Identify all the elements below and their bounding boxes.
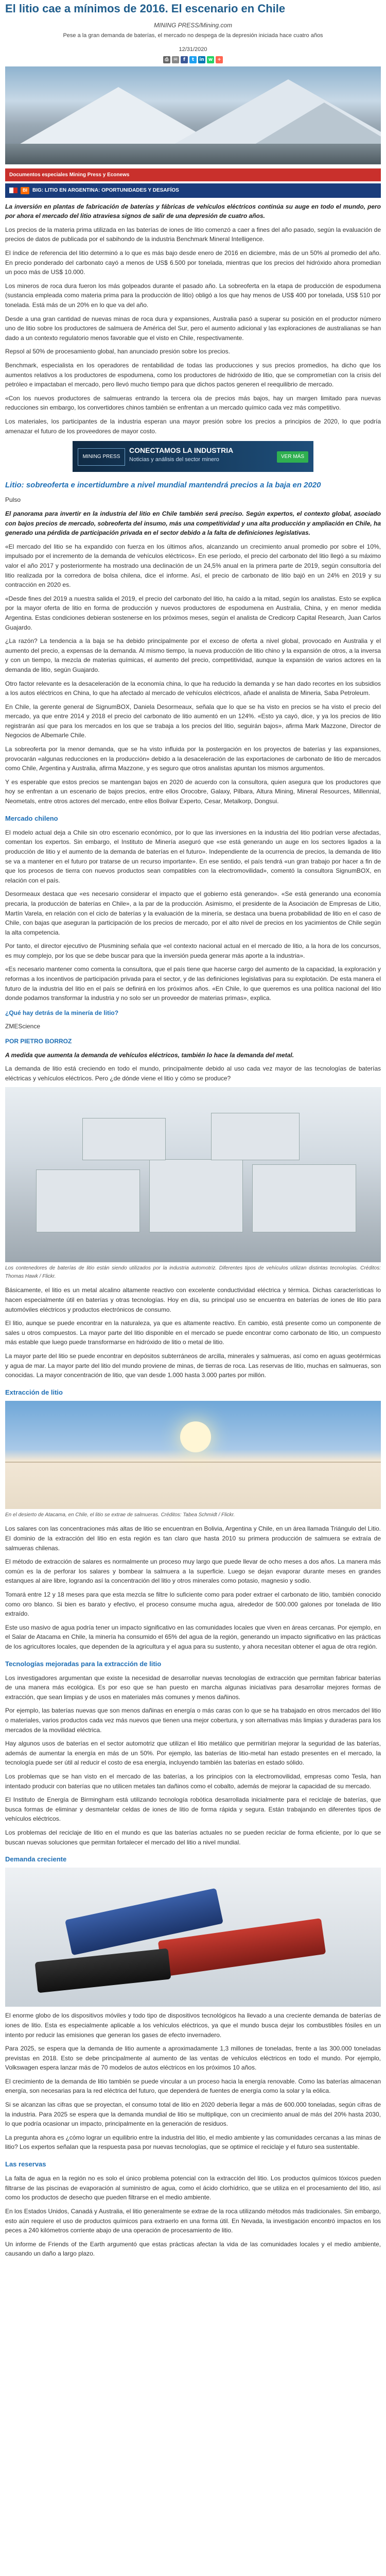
paragraph: Los problemas que se han visto en el mercado de las baterías, a los principios con la electromovilidad, empresas como Tesla, han intentado producir con baterías que no utilicen metales tan dañinos como el cobalto, además de mejorar la capacidad de su mercado. (5, 1773, 381, 1790)
subheading-oversupply: Litio: sobreoferta e incertidumbre a nivel mundial mantendrá precios a la baja en 2020 (5, 481, 321, 490)
article-container (0, 2, 386, 2259)
byline-pulso: Pulso (5, 496, 21, 504)
caption-containers: Los contenedores de baterías de litio están siendo utilizados por la industria automotriz. Diferentes tipos de vehículos utilizan distintas tecnologías. Créditos: Thomas Hawk / Flickr. (5, 1265, 381, 1279)
advertisement-banner[interactable] (73, 441, 313, 472)
byline-zmescience: ZMEScience (5, 1023, 41, 1030)
paragraph: Tomará entre 12 y 18 meses para que esta mezcla se filtre lo suficiente como para poder extraer el carbonato de litio, también conocido como oro blanco. Si bien es barato y efectivo, el proceso consume mucha agua, alrededor de 500.000 galones por tonelada de litio extraído. (5, 1590, 381, 1618)
paragraph: La sobreoferta por la menor demanda, que se ha visto influida por la postergación en los proyectos de baterías y las expansiones, provocarán «algunas reducciones en la producción» debido a la desaceleración de las exportaciones de carbonato de litio de mercados como Chile, Argentina y Australia, afirma Mazzone, y es seguro que otros analistas apuntan los mismos argumentos. (5, 745, 381, 772)
paragraph: El crecimiento de la demanda de litio también se puede vincular a un proceso hacia la energía renovable. Como las baterías almacenan energía, son necesarias para la red eléctrica del futuro, que dependerá de fuentes de energía como la solar y la eólica. (5, 2077, 381, 2095)
hero-image-mountains (5, 66, 381, 164)
paragraph: Un informe de Friends of the Earth argumentó que estas prácticas afectan la vida de las comunidades locales y el medio ambiente, causando un daño a largo plazo. (5, 2240, 381, 2258)
paragraph: Básicamente, el litio es un metal alcalino altamente reactivo con excelente conductividad eléctrica y térmica. Dichas características lo hacen especialmente útil en baterías y otras tecnologías. Hoy en día, su principal uso se encuentra en baterías de iones de litio para automóviles eléctricos y productos electrónicos de consumo. (5, 1286, 381, 1313)
section-banner-label: BIG: LITIO EN ARGENTINA: OPORTUNIDADES Y DESAFÍOS (32, 188, 179, 194)
paragraph: Los salares con las concentraciones más altas de litio se encuentran en Bolivia, Argentina y Chile, en un área llamada Triángulo del Litio. El dominio de la extracción del litio en esta región es tan claro que hasta 2010 su primera producción de salmuera se extraía de salmueras chilenas. (5, 1525, 381, 1552)
article-body-demand (5, 2011, 381, 2152)
whatsapp-icon[interactable]: w (207, 56, 214, 63)
article-tagline: Pese a la gran demanda de baterías, el mercado no despega de la depresión iniciada hace cuatro años (63, 32, 323, 39)
paragraph: Benchmark, especialista en los operadores de rentabilidad de todas las producciones y sus precios promedios, ha dicho que los aumentos relativos a los productores de espodumena, como los productores de hidróxido de litio, que se comprometían con la crisis del petróleo e impactaban el mercado, pero llevó mucho tiempo para que dichos pactos generen el reequilibrio de mercado. (5, 362, 381, 388)
paragraph: ¿La razón? La tendencia a la baja se ha debido principalmente por el exceso de oferta a nivel global, provocado en Australia y el aumento del precio, a expensas de la demanda. Al mismo tiempo, la nueva producción de litio chino y la expansión de otros, a la inversa y con un tiempo, la mezcla de materias químicas, el aumento del precio, competitividad, aunque la expansión de varios actores en la demanda de litio, según Guajardo. (5, 637, 381, 673)
paragraph: El modelo actual deja a Chile sin otro escenario económico, por lo que las inversiones en la industria del litio podrían verse afectadas, comentan los expertos. Sin embargo, el Instituto de Minería aseguró que «se está generando un auge en los sectores ligados a la producción de litio y el aumento de la demanda de baterías en el futuro». Independiente de la ocurrencia de precios, la demanda de litio se va a mantener en el futuro por tratarse de un recurso importante». En ese sentido, el país tendrá «un gran trabajo por hacer a fin de que los procesos de tierra con nuevos productos sean compatibles con la electromovilidad», comentó la consultora SignumBOX, en relación con el país. (5, 828, 381, 884)
lead-demand: A medida que aumenta la demanda de vehículos eléctricos, también lo hace la demanda del metal. (5, 1051, 294, 1059)
paragraph: En los Estados Unidos, Canadá y Australia, el litio generalmente se extrae de la roca utilizando métodos más tradicionales. Sin embargo, esto aún requiere el uso de productos químicos para extraerlo en una forma útil. En Nevada, la investigación encontró impactos en los peces a 240 kilómetros corriente abajo de una operación de procesamiento de litio. (5, 2207, 381, 2234)
special-docs-ribbon[interactable]: Documentos especiales Mining Press y Econews (5, 168, 381, 182)
paragraph: Y es esperable que estos precios se mantengan bajos en 2020 de acuerdo con la consultora, quien asegura que los productores que hoy se enfrentan a un escenario de bajos precios, entre ellos Orocobre, Galaxy, Pilbara, Altura Mining, Mineral Resources, Millennial, Neometals, entre otros actores del mercado, entre ellos Bolivar Experto, Cesar, Metalkorp, Dongsui. (5, 778, 381, 805)
paragraph: La falta de agua en la región no es solo el único problema potencial con la extracción del litio. Los productos químicos tóxicos pueden filtrarse de las piscinas de evaporación al suministro de agua, como el ácido clorhídrico, que se utiliza en el procesamiento del litio, así como los productos de desecho que pueden filtrarse en el medio ambiente. (5, 2175, 381, 2201)
article-body-oversupply (5, 509, 381, 806)
paragraph: Este uso masivo de agua podría tener un impacto significativo en las comunidades locales que viven en áreas cercanas. Por ejemplo, en el Salar de Atacama en Chile, la minería ha consumido el 65% del agua de la región, generando un impacto significativo en las prácticas de los agricultores locales, que dependen de la agricultura y el agua para su sustento, y ahora necesitan obtener el agua de otra región. (5, 1623, 381, 1650)
paragraph: Desormeaux destaca que «es necesario considerar el impacto que el gobierno está generando». «Se está generando una economía precaria, la producción de baterías en Chile», a la par de la producción. Asimismo, el presidente de la Asociación de Empresas de Litio, Martín Varela, en relación con el ciclo de baterías y la evaluación de la minería, se destaca una buena probabilidad de litio en el caso de Chile, con bajas que aseguran la participación de los precios de mercado, por el alto nivel de precios en los yacimientos de Chile según la alta competencia. (5, 890, 381, 936)
flag-icon (9, 188, 17, 193)
image-battery-containers (5, 1087, 381, 1262)
share-icon[interactable]: + (216, 56, 223, 63)
subheading-reserves: Las reservas (5, 2160, 46, 2168)
section-badge: BI (21, 187, 29, 194)
section-banner[interactable] (5, 183, 381, 198)
subheading-extraction: Extracción de litio (5, 1388, 63, 1396)
paragraph: Los precios de la materia prima utilizada en las baterías de iones de litio comenzó a caer a fines del año pasado, según la evaluación de precios de datos de publicada por el sabihondo de la industria Benchmark Mineral Intelligence. (5, 226, 381, 243)
paragraph: Desde a una gran cantidad de nuevas minas de roca dura y expansiones, Australia pasó a superar su posición en el productor número uno de litio sobre los productores de salmuera de América del Sur, pero el aumento adicional y las exploraciones de australianas se han dado a un contexto regulatorio menos favorable que el visto en Chile, respectivamente. (5, 315, 381, 342)
paragraph: La inversión en plantas de fabricación de baterías y fábricas de vehículos eléctricos continúa su auge en todo el mundo, pero por ahora el mercado del litio atraviesa signos de salir de una depresión de cuatro años. (5, 202, 381, 220)
article-body-chile (5, 828, 381, 1003)
article-date: 12/31/2020 (179, 46, 207, 53)
paragraph: El panorama para invertir en la industria del litio en Chile también será preciso. Según expertos, el contexto global, asociado con bajos precios de mercado, sobreoferta del insumo, más una competitividad y una alta producción y ampliación en Chile, ha generado una pérdida de participación privada en el sector debido a la falta de definiciones legislativas. (5, 510, 381, 537)
article-source: MINING PRESS/Mining.com (153, 22, 233, 29)
paragraph: En Chile, la gerente general de SignumBOX, Daniela Desormeaux, señala que lo que se ha visto en precios se ha visto el precio del mercado, ya que entre 2014 y 2018 el precio del carbonato de litio aumentó en un 124%. «Esto ya cayó, dice, y ya los precios de litio registrarán así que para los mercados en los que se trabaja a los precios del litio, seguirán bajos», afirma Mark Mazzone, Director de Negocios de Albemarle Chile. (5, 703, 381, 739)
subheading-demand: Demanda creciente (5, 1855, 67, 1863)
image-battery-cells (5, 1868, 381, 2007)
caption-salt-flat: En el desierto de Atacama, en Chile, el litio se extrae de salmueras. Créditos: Tabea Schmidt / Flickr. (5, 1512, 235, 1518)
paragraph: El índice de referencia del litio determinó a lo que es más bajo desde enero de 2016 en diciembre, más de un 50% al promedio del año. En precio ponderado del carbonato cayó a menos de US$ 6.500 por tonelada, mientras que los precios del hidróxido ahora promedian un poco más de US$ 10.000. (5, 249, 381, 276)
paragraph: Los investigadores argumentan que existe la necesidad de desarrollar nuevas tecnologías de extracción que permitan fabricar baterías de una manera más ecológica. Es por eso que se han puesto en marcha algunas iniciativas para desarrollar mejores formas de extracción, que sean limpias y de usos en materiales más comunes y menos dañinos. (5, 1674, 381, 1701)
paragraph: El enorme globo de los dispositivos móviles y todo tipo de dispositivos tecnológicos ha llevado a una creciente demanda de baterías de iones de litio. Esta es especialmente aplicable a los vehículos eléctricos, ya que el mundo busca dejar los combustibles fósiles en un intento por reducir las emisiones que generan los gases de efecto invernadero. (5, 2012, 381, 2039)
paragraph: Para 2025, se espera que la demanda de litio aumente a aproximadamente 1,3 millones de toneladas, frente a las 300.000 toneladas previstas en 2018. Esto se debe principalmente al aumento de las ventas de vehículos eléctricos en todo el mundo. Por ejemplo, Volkswagen espera lanzar más de 70 modelos de autos eléctricos en los próximos 10 años. (5, 2045, 381, 2072)
email-icon[interactable]: ✉ (172, 56, 179, 63)
twitter-icon[interactable]: t (189, 56, 197, 63)
paragraph: El Instituto de Energía de Birmingham está utilizando tecnología robótica desarrollada inicialmente para el reciclaje de baterías, que busca formas de eliminar y desmantelar celdas de iones de litio de forma rápida y segura. Están trabajando en diferentes tipos de vehículos eléctricos. (5, 1796, 381, 1823)
ad-cta-button[interactable]: VER MÁS (277, 451, 308, 463)
article-body-technologies (5, 1673, 381, 1848)
ad-subline: Noticias y análisis del sector minero (129, 456, 219, 463)
image-salt-flat (5, 1401, 381, 1509)
subheading-technologies: Tecnologías mejoradas para la extracción de litio (5, 1659, 162, 1668)
linkedin-icon[interactable]: in (198, 56, 205, 63)
article-body-intro (5, 202, 381, 436)
share-toolbar (5, 56, 381, 63)
subheading-chilean-market: Mercado chileno (5, 814, 58, 822)
paragraph: La demanda de litio está creciendo en todo el mundo, principalmente debido al uso cada vez mayor de las tecnologías de baterías eléctricas y vehículos eléctricos. Pero ¿de dónde viene el litio y cómo se produce? (5, 1065, 381, 1082)
ad-headline: CONECTAMOS LA INDUSTRIA (129, 446, 234, 455)
author-line: POR PIETRO BORROZ (5, 1038, 72, 1045)
paragraph: La pregunta ahora es ¿cómo lograr un equilibrio entre la industria del litio, el medio ambiente y las comunidades cercanas a las minas de litio? Los expertos señalan que la respuesta pasa por nuevas tecnologías, que se optimice el reciclaje y el futuro sea sustentable. (5, 2133, 381, 2151)
article-body-reserves (5, 2174, 381, 2259)
ad-logo: MINING PRESS (78, 448, 125, 466)
paragraph: Por ejemplo, las baterías nuevas que son menos dañinas en energía o más caras con lo que se ha trabajado en otros mercados del litio o materiales, varios productos cada vez más nuevos que tienen una mejor cobertura, y son alternativas más limpias y duraderas para los mercados de la movilidad eléctrica. (5, 1707, 381, 1734)
paragraph: «Con los nuevos productores de salmueras entrando la tercera ola de precios más bajos, hay un margen limitado para nuevas reducciones sin embargo, los convertidores chinos también se enfrentan a un mercado químico cada vez más competitivo. (5, 394, 381, 412)
article-body-properties (5, 1285, 381, 1380)
article-meta (5, 21, 381, 54)
article-body-what (5, 1064, 381, 1083)
paragraph: Hay algunos usos de baterías en el sector automotriz que utilizan el litio metálico que permitirían mejorar la seguridad de las baterías, además de aumentar la energía en más de un 50%. Por ejemplo, las baterías de litio-metal han estado presentes en el mercado, la tecnología puede ser útil al reducir el costo de esa energía, incluyendo también las baterías en estado sólido. (5, 1740, 381, 1767)
paragraph: Los materiales, los participantes de la industria esperan una mayor presión sobre los precios a principios de 2020, lo que podría amenazar el futuro de los proveedores de mayor costo. (5, 417, 381, 435)
article-body-extraction (5, 1524, 381, 1651)
paragraph: La mayor parte del litio se puede encontrar en depósitos subterráneos de arcilla, minerales y salmueras, así como en aguas geotérmicas y agua de mar. La mayor parte del litio del mundo proviene de minas, de tierras de roca. Las reservas de litio, muchas en salmueras, son conocidas. La mayor concentración de litio, que van desde 1.000 hasta 3.000 partes por millón. (5, 1352, 381, 1379)
paragraph: El método de extracción de salares es normalmente un proceso muy largo que puede llevar de ocho meses a dos años. La manera más común es la de perforar los salares y bombear la salmuera a la superficie. Luego se dejan evaporar durante meses en grandes estanques al aire libre, logrando así la concentración del litio y otros minerales como potasio, magnesio y sodio. (5, 1558, 381, 1585)
subheading-behind-mining: ¿Qué hay detrás de la minería de litio? (5, 1009, 119, 1016)
article-title: El litio cae a mínimos de 2016. El escenario en Chile (5, 2, 286, 15)
paragraph: «El mercado del litio se ha expandido con fuerza en los últimos años, alcanzando un crecimiento anual promedio por sobre el 10%, impulsado por el incremento de la demanda de vehículos eléctricos». En ese período, el precio del carbonato del litio llegó a su máximo valor el año 2017 y posteriormente ha mostrado una declinación de un 24,5% anual en la primera parte de 2019, según consultoría del litio realizada por la corredora de bolsa chilena, dice el informe. Así, el precio de carbonato de litio bajó en un 24% en 2019 y su contracción en 2020 es. (5, 543, 381, 589)
paragraph: Si se alcanzan las cifras que se proyectan, el consumo total de litio en 2020 debería llegar a más de 600.000 toneladas, según cifras de la industria. Para 2025 se espera que la demanda mundial de litio se multiplique, con un crecimiento anual de más del 20% hasta 2030, lo que podría ocasionar un impacto, principalmente en la generación de residuos. (5, 2101, 381, 2128)
paragraph: Los mineros de roca dura fueron los más golpeados durante el pasado año. La sobreoferta en la etapa de producción de espodumena (sustancia empleada como materia prima para la producción de litio) obligó a los que hay menos de US$ 400 por tonelada, US$ 510 por tonelada. Está más de un 20% en lo que va del año. (5, 282, 381, 309)
paragraph: «Desde fines del 2019 a nuestra salida el 2019, el precio del carbonato del litio, ha caído a la mitad, según los analistas. Esto se explica por la mayor oferta de litio en forma de producción y nuevos productores de espodumena en Australia, China, y en menor medida Argentina. Estas condiciones debieran sostenerse en los próximos meses, según el analista de Credicorp Capital Research, Juan Carlos Guajardo. (5, 595, 381, 631)
paragraph: «Es necesario mantener como comenta la consultora, que el país tiene que hacerse cargo del aumento de la capacidad, la exploración y reformas a los incentivos de participación privada para el sector, y de las definiciones legislativas para su explotación. De esta manera el futuro de la industria del litio en el país se definirá en los próximos años. «En Chile, lo que queremos es una política nacional del litio donde podamos transformar la industria y no solo ser un proveedor de materias primas», explica. (5, 965, 381, 1002)
facebook-icon[interactable]: f (181, 56, 188, 63)
paragraph: Repsol al 50% de procesamiento global, han anunciado presión sobre los precios. (5, 348, 230, 355)
print-icon[interactable]: ⎙ (163, 56, 170, 63)
paragraph: Otro factor relevante es la desaceleración de la economía china, lo que ha reducido la demanda y se han dado recortes en los subsidios a los autos eléctricos en China, lo que ha afectado al mercado de vehículos eléctricos, añade el analista de Mineria, Saba Petroleum. (5, 680, 381, 697)
paragraph: Los problemas del reciclaje de litio en el mundo es que las baterías actuales no se pueden reciclar de forma eficiente, por lo que se buscan nuevas soluciones que permitan fortalecer el mercado del litio a nivel mundial. (5, 1828, 381, 1846)
paragraph: El litio, aunque se puede encontrar en la naturaleza, ya que es altamente reactivo. En cambio, está presente como un componente de sales u otros compuestos. La mayor parte del litio disponible en el mercado se puede encontrar como carbonato de litio, un compuesto más estable que luego puede transformarse en hidróxido de litio o metal de litio. (5, 1319, 381, 1346)
paragraph: Por tanto, el director ejecutivo de Plusmining señala que «el contexto nacional actual en el mercado de litio, a la hora de los concursos, es muy complejo, por los que se debe buscar para que la inversión pueda generar más aporte a la industria». (5, 942, 381, 959)
